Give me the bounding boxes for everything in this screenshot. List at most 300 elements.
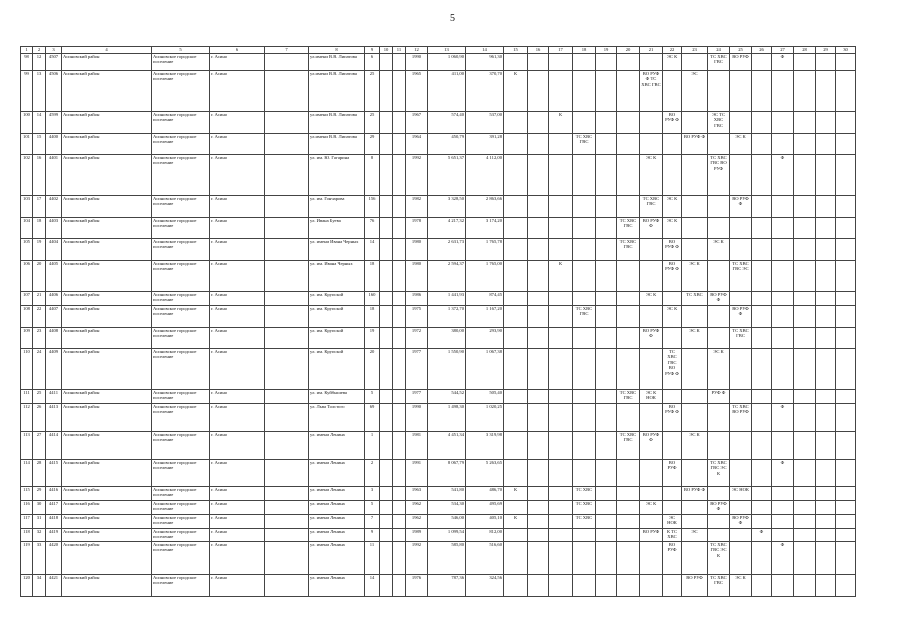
table-cell: ВО РУФ Ф ТС ХВС ГВС [640, 71, 663, 112]
table-cell [836, 529, 856, 542]
table-cell: 18 [365, 261, 380, 292]
table-cell [836, 292, 856, 306]
table-cell: ВО РУФ [640, 529, 663, 542]
table-cell [663, 134, 682, 155]
table-cell: Ф [772, 155, 794, 196]
table-cell [549, 529, 573, 542]
table-cell [794, 71, 816, 112]
table-cell [663, 501, 682, 515]
table-cell [663, 390, 682, 404]
header-cell: 6 [210, 47, 265, 54]
table-cell [794, 575, 816, 597]
table-cell [752, 239, 772, 261]
header-cell: 25 [730, 47, 752, 54]
table-cell: 29 [365, 134, 380, 155]
header-cell: 15 [504, 47, 528, 54]
table-cell [836, 515, 856, 529]
table-cell: 1982 [406, 196, 428, 218]
header-cell: 30 [836, 47, 856, 54]
table-cell: ВО РУФ Ф [663, 404, 682, 432]
table-cell [794, 134, 816, 155]
table-cell: 20 [365, 349, 380, 390]
table-cell: ЭС НОК [663, 515, 682, 529]
table-cell: Асиновское городское поселение [152, 218, 210, 239]
table-cell [549, 432, 573, 460]
table-cell [752, 349, 772, 390]
table-cell: 1986 [406, 292, 428, 306]
table-cell: К [549, 112, 573, 134]
table-cell [772, 349, 794, 390]
table-cell: 2 631,73 [428, 239, 466, 261]
table-cell [730, 239, 752, 261]
table-cell: 1992 [406, 155, 428, 196]
table-cell: ВО РУФ Ф [730, 515, 752, 529]
header-cell: 20 [617, 47, 640, 54]
table-cell [640, 404, 663, 432]
table-cell [640, 134, 663, 155]
table-row [21, 515, 856, 529]
table-cell [816, 218, 836, 239]
table-cell [752, 432, 772, 460]
table-cell: ТС ХВС ГВС [640, 196, 663, 218]
table-cell [393, 155, 406, 196]
table-cell [708, 515, 730, 529]
table-cell [617, 155, 640, 196]
table-cell [794, 404, 816, 432]
table-cell: Асиновский район [62, 218, 152, 239]
table-row [21, 306, 856, 328]
table-cell [504, 261, 528, 292]
table-cell: Асиновский район [62, 328, 152, 349]
table-cell [682, 112, 708, 134]
table-cell: ул. имени Ленина [309, 575, 365, 597]
table-cell [816, 487, 836, 501]
data-table [20, 46, 856, 597]
table-cell: 22 [33, 306, 46, 328]
table-cell: 1964 [406, 134, 428, 155]
table-cell: ул. имени Ленина [309, 515, 365, 529]
table-cell: 1 099,54 [428, 529, 466, 542]
table-cell [640, 515, 663, 529]
table-cell [265, 134, 309, 155]
table-cell [794, 515, 816, 529]
table-cell [528, 71, 549, 112]
table-cell: ВО РУФ [682, 575, 708, 597]
table-cell: 110 [21, 349, 33, 390]
table-cell: 537,00 [466, 112, 504, 134]
table-cell [393, 487, 406, 501]
table-cell [617, 134, 640, 155]
table-cell [596, 575, 617, 597]
table-cell: 1 550,90 [428, 349, 466, 390]
table-cell: Ф [772, 460, 794, 487]
table-cell: 14 [365, 575, 380, 597]
table-cell: ТС ХВС ГВС [573, 134, 596, 155]
table-cell [708, 261, 730, 292]
table-cell [752, 218, 772, 239]
table-cell [836, 349, 856, 390]
table-cell [573, 112, 596, 134]
table-cell: 7 [365, 515, 380, 529]
table-cell [596, 306, 617, 328]
table-cell: г. Асино [210, 349, 265, 390]
table-cell [752, 575, 772, 597]
table-cell: 4420 [46, 542, 62, 575]
table-cell [393, 306, 406, 328]
table-cell: 324,56 [466, 575, 504, 597]
table-cell [772, 501, 794, 515]
header-cell: 7 [265, 47, 309, 54]
table-cell: ул. им. Крупской [309, 306, 365, 328]
table-cell: ЭС К [640, 292, 663, 306]
table-cell [265, 54, 309, 71]
table-cell [528, 404, 549, 432]
table-cell [265, 218, 309, 239]
table-cell [836, 218, 856, 239]
table-cell [794, 390, 816, 404]
table-cell: г. Асино [210, 487, 265, 501]
table-cell: 516,60 [466, 542, 504, 575]
table-cell: г. Асино [210, 542, 265, 575]
table-cell [380, 328, 393, 349]
table-cell: 114 [21, 460, 33, 487]
table-cell [380, 71, 393, 112]
table-cell [573, 218, 596, 239]
table-cell [794, 432, 816, 460]
table-row [21, 134, 856, 155]
table-cell [596, 54, 617, 71]
table-cell [393, 71, 406, 112]
table-cell [504, 196, 528, 218]
table-cell [663, 575, 682, 597]
table-cell: г. Асино [210, 515, 265, 529]
table-cell [393, 460, 406, 487]
table-row [21, 292, 856, 306]
table-cell [794, 328, 816, 349]
table-cell: 4415 [46, 460, 62, 487]
table-cell [596, 155, 617, 196]
table-cell [528, 218, 549, 239]
table-cell: ТС ХВС [573, 515, 596, 529]
table-cell [772, 529, 794, 542]
table-cell: ЭС К [708, 349, 730, 390]
table-cell: ул. имени Ивана Черных [309, 239, 365, 261]
table-row [21, 71, 856, 112]
table-cell [794, 261, 816, 292]
table-cell: Асиновский район [62, 529, 152, 542]
header-cell: 13 [428, 47, 466, 54]
header-cell: 10 [380, 47, 393, 54]
table-cell: ул.имени В.В. Липатова [309, 134, 365, 155]
table-cell [663, 155, 682, 196]
table-cell: 18 [33, 218, 46, 239]
table-cell: 1975 [406, 306, 428, 328]
table-cell [752, 306, 772, 328]
table-cell: 98 [21, 54, 33, 71]
table-cell [730, 460, 752, 487]
table-cell: Асиновский район [62, 349, 152, 390]
table-cell: 120 [21, 575, 33, 597]
table-cell [265, 460, 309, 487]
table-cell: Асиновский район [62, 155, 152, 196]
table-cell [573, 54, 596, 71]
table-cell [708, 529, 730, 542]
table-cell [549, 71, 573, 112]
table-cell: 4411 [46, 390, 62, 404]
table-cell: 25 [365, 71, 380, 112]
table-cell [730, 542, 752, 575]
table-cell [380, 515, 393, 529]
table-cell [640, 239, 663, 261]
table-cell [393, 292, 406, 306]
table-row [21, 501, 856, 515]
table-cell [816, 432, 836, 460]
table-cell: 9 [365, 529, 380, 542]
table-cell [816, 134, 836, 155]
table-cell: Асиновский район [62, 501, 152, 515]
table-cell: 5 [365, 390, 380, 404]
table-cell: Асиновский район [62, 460, 152, 487]
table-cell [752, 196, 772, 218]
table-cell [794, 501, 816, 515]
table-cell [380, 529, 393, 542]
table-row [21, 487, 856, 501]
table-cell: 4409 [46, 349, 62, 390]
table-cell [772, 261, 794, 292]
page-number: 5 [450, 13, 455, 24]
table-cell: 1980 [406, 261, 428, 292]
table-cell: ул. имени Ленина [309, 432, 365, 460]
table-cell [265, 261, 309, 292]
table-cell [708, 196, 730, 218]
table-cell [528, 306, 549, 328]
table-cell [772, 292, 794, 306]
table-cell: Асиновское городское поселение [152, 390, 210, 404]
table-cell: ул. им. Ивана Черных [309, 261, 365, 292]
table-cell [772, 487, 794, 501]
table-cell [573, 155, 596, 196]
table-cell [816, 529, 836, 542]
table-cell: Асиновское городское поселение [152, 529, 210, 542]
table-cell [393, 432, 406, 460]
table-cell [816, 239, 836, 261]
table-cell: г. Асино [210, 261, 265, 292]
table-cell [549, 575, 573, 597]
table-cell [596, 328, 617, 349]
table-cell [640, 261, 663, 292]
table-cell [380, 404, 393, 432]
table-cell [393, 261, 406, 292]
table-cell [528, 529, 549, 542]
table-cell: Асиновское городское поселение [152, 575, 210, 597]
table-cell [816, 196, 836, 218]
table-cell [663, 71, 682, 112]
table-cell [265, 196, 309, 218]
table-cell: 5 [365, 501, 380, 515]
table-cell [772, 575, 794, 597]
table-cell [549, 487, 573, 501]
table-cell: 4507 [46, 54, 62, 71]
table-cell: ВО РУФ Ф [682, 487, 708, 501]
table-cell: ул.имени В.В. Липатова [309, 112, 365, 134]
table-cell [816, 501, 836, 515]
table-cell: ТС ХВС ГВС [708, 575, 730, 597]
table-cell [752, 328, 772, 349]
table-cell [708, 306, 730, 328]
table-cell: 106 [21, 261, 33, 292]
table-cell: 104 [21, 218, 33, 239]
table-cell [836, 328, 856, 349]
table-cell [708, 404, 730, 432]
header-cell: 26 [752, 47, 772, 54]
table-cell [708, 432, 730, 460]
table-cell [752, 542, 772, 575]
table-cell [640, 349, 663, 390]
table-cell [794, 239, 816, 261]
table-cell: 1967 [406, 112, 428, 134]
table-cell [617, 349, 640, 390]
table-cell: ТС ХВС [682, 292, 708, 306]
table-cell: 27 [33, 432, 46, 460]
table-cell [794, 306, 816, 328]
table-cell: Ф [752, 529, 772, 542]
table-cell: г. Асино [210, 529, 265, 542]
header-cell: 22 [663, 47, 682, 54]
table-cell [752, 404, 772, 432]
table-cell [549, 390, 573, 404]
table-cell: ВО РУФ Ф [708, 501, 730, 515]
table-cell [596, 515, 617, 529]
table-cell [640, 542, 663, 575]
table-cell [573, 328, 596, 349]
table-cell: ЭС К НОК [640, 390, 663, 404]
table-cell [265, 292, 309, 306]
table-cell [504, 575, 528, 597]
table-cell: г. Асино [210, 460, 265, 487]
table-cell [836, 390, 856, 404]
table-cell [617, 306, 640, 328]
table-cell [752, 515, 772, 529]
table-cell: г. Асино [210, 404, 265, 432]
table-cell [836, 261, 856, 292]
table-cell [752, 261, 772, 292]
table-cell: 4419 [46, 529, 62, 542]
table-cell: 787,36 [428, 575, 466, 597]
table-cell: 1990 [406, 54, 428, 71]
table-cell: 160 [365, 292, 380, 306]
table-cell [836, 432, 856, 460]
table-cell: ЭС К [682, 261, 708, 292]
table-cell: Асиновское городское поселение [152, 71, 210, 112]
table-cell [573, 460, 596, 487]
table-cell: 505,40 [466, 390, 504, 404]
table-row [21, 460, 856, 487]
table-cell [596, 487, 617, 501]
table-cell [596, 349, 617, 390]
table-cell [393, 515, 406, 529]
table-cell [573, 292, 596, 306]
header-cell: 11 [393, 47, 406, 54]
table-cell: 23 [33, 328, 46, 349]
table-cell: 534,30 [428, 501, 466, 515]
table-cell: 117 [21, 515, 33, 529]
table-cell [682, 349, 708, 390]
table-cell [380, 487, 393, 501]
table-cell: 293,90 [466, 328, 504, 349]
header-cell: 18 [573, 47, 596, 54]
table-cell: Асиновский район [62, 239, 152, 261]
table-cell [794, 349, 816, 390]
header-cell: 17 [549, 47, 573, 54]
table-cell: 5 651,37 [428, 155, 466, 196]
table-cell: К [504, 487, 528, 501]
table-cell: 4402 [46, 196, 62, 218]
header-cell: 28 [794, 47, 816, 54]
table-cell: 20 [33, 261, 46, 292]
table-cell [640, 575, 663, 597]
table-cell [596, 292, 617, 306]
table-cell [596, 218, 617, 239]
table-cell [836, 54, 856, 71]
table-cell: Асиновское городское поселение [152, 328, 210, 349]
table-cell [265, 306, 309, 328]
table-cell [504, 460, 528, 487]
table-cell: ВО РУФ Ф [663, 112, 682, 134]
table-cell [549, 460, 573, 487]
table-cell: ЭС К [708, 239, 730, 261]
table-cell: ул. им. Куйбышева [309, 390, 365, 404]
header-cell: 29 [816, 47, 836, 54]
table-cell [596, 239, 617, 261]
table-cell: г. Асино [210, 306, 265, 328]
table-cell: Асиновский район [62, 515, 152, 529]
table-cell: 16 [33, 155, 46, 196]
table-cell: ТС ХВС ГВС [730, 328, 752, 349]
table-cell: 1977 [406, 390, 428, 404]
table-cell [794, 196, 816, 218]
table-cell [528, 155, 549, 196]
table-cell: 14 [33, 112, 46, 134]
table-cell [836, 71, 856, 112]
table-cell: ул.имени В.В. Липатова [309, 54, 365, 71]
table-cell [682, 390, 708, 404]
table-cell [730, 71, 752, 112]
table-cell: 1991 [406, 460, 428, 487]
table-cell [549, 292, 573, 306]
table-cell: 1 765,78 [466, 239, 504, 261]
table-cell: 450,79 [428, 134, 466, 155]
table-cell: 69 [365, 404, 380, 432]
header-cell: 5 [152, 47, 210, 54]
table-cell [380, 390, 393, 404]
table-cell: ул.имени В.В. Липатова [309, 71, 365, 112]
table-cell [265, 529, 309, 542]
table-cell [816, 390, 836, 404]
table-cell [836, 501, 856, 515]
table-cell: Асиновский район [62, 112, 152, 134]
table-cell [528, 515, 549, 529]
table-cell: 4408 [46, 328, 62, 349]
table-cell [504, 306, 528, 328]
table-cell [528, 292, 549, 306]
table-cell: Асиновское городское поселение [152, 349, 210, 390]
table-cell: ТС ХВС ГВС ВО РУФ [708, 155, 730, 196]
table-cell [528, 432, 549, 460]
table-cell: 8 067,79 [428, 460, 466, 487]
table-cell: 6 [365, 54, 380, 71]
table-cell: г. Асино [210, 155, 265, 196]
table-cell: К [549, 261, 573, 292]
